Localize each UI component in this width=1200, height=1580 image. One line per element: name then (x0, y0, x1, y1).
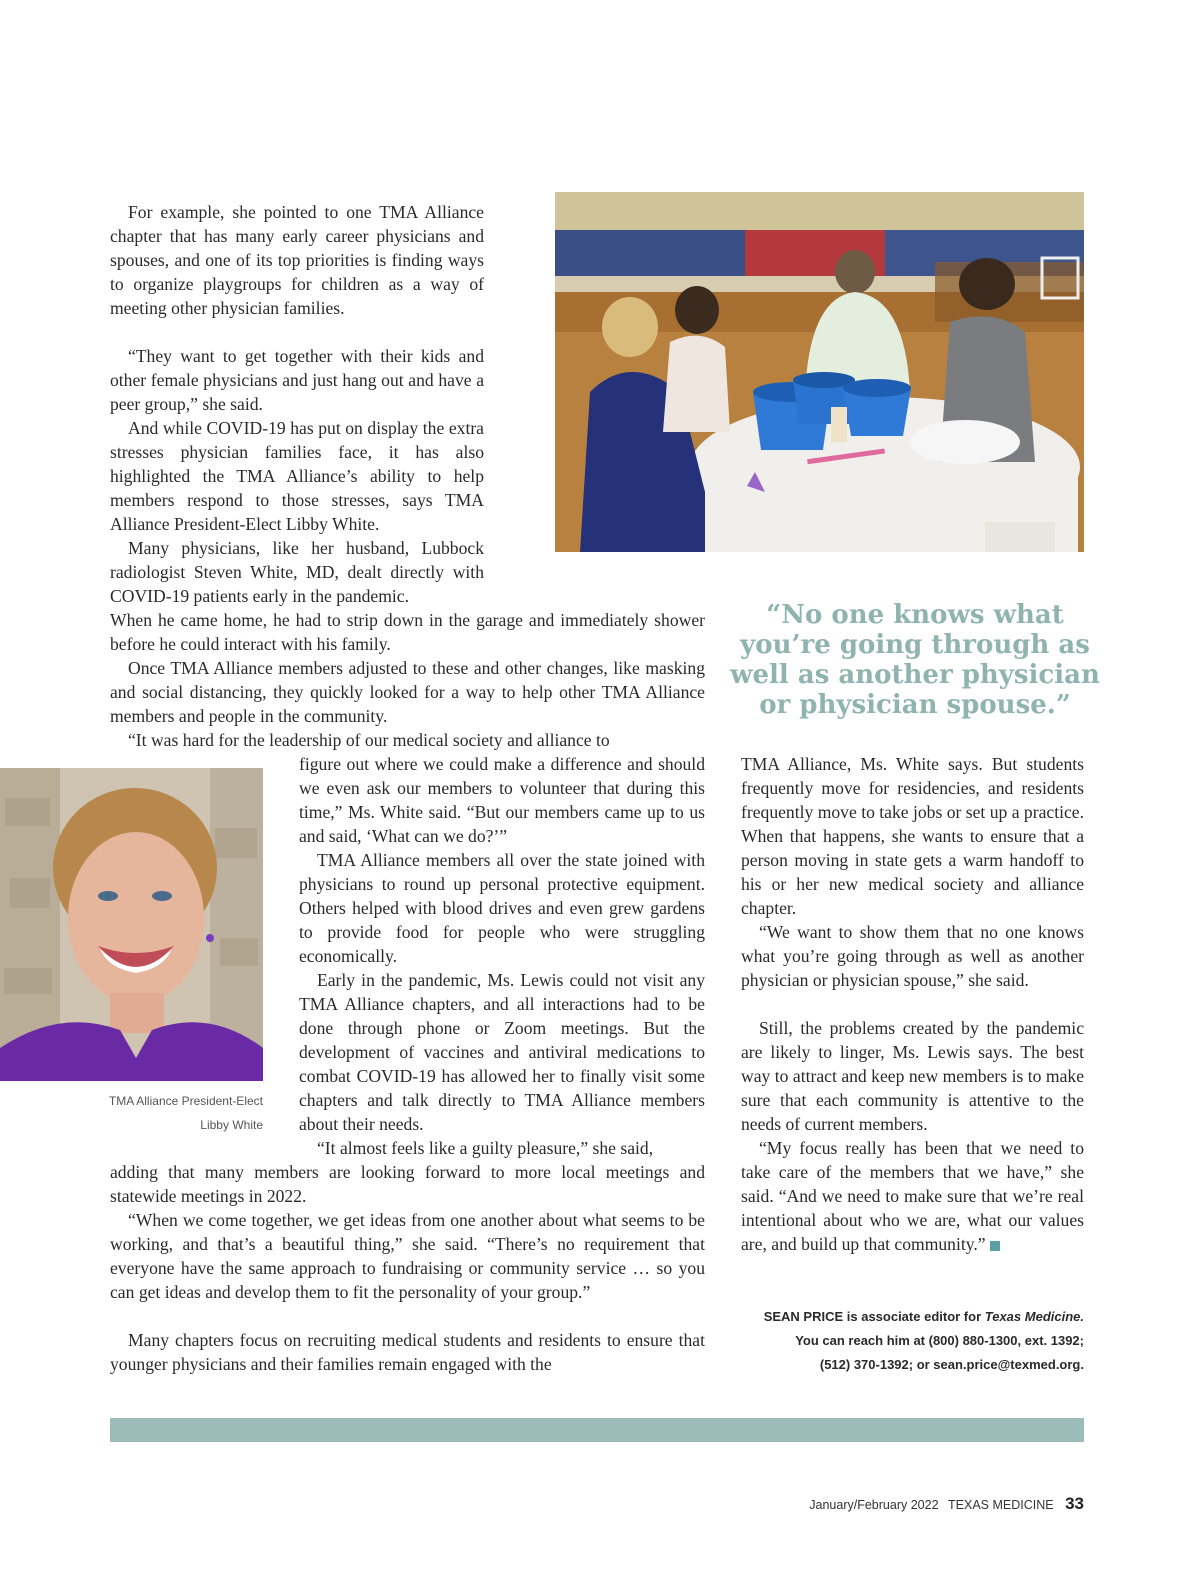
body-paragraph: “It was hard for the leadership of our medical society and alliance to (128, 730, 610, 750)
photo-caption (60, 1089, 263, 1137)
body-paragraph: TMA Alliance, Ms. White says. But students frequently move for residencies, and residents frequently move to take jobs or set up a practice. When that happens, she wants to ensure that a person moving in state gets a warm handoff to his or her new medical society and alliance chapter. (741, 754, 1084, 918)
body-paragraph: “It almost feels like a guilty pleasure,” she said, (317, 1138, 654, 1158)
author-credit (740, 1305, 1084, 1377)
body-paragraph: TMA Alliance members all over the state joined with physicians to round up personal protective equipment. Others helped with blood drives and even grew gardens to provide food for people who were struggling economically. (299, 850, 705, 966)
body-paragraph: Many chapters focus on recruiting medical students and residents to ensure that younger physicians and their families remain engaged with the (110, 1330, 705, 1374)
body-paragraph: “When we come together, we get ideas from one another about what seems to be working, and that’s a beautiful thing,” she said. “There’s no requirement that everyone have the same approach to fundraising or community service … so you can get ideas and develop them to fit the personality of your group.” (110, 1210, 705, 1302)
pull-quote: “No one knows what you’re going through as well as another physician or physician spouse.” (730, 600, 1100, 720)
body-paragraph: “They want to get together with their kids and other female physicians and just hang out and have a peer group,” she said. (110, 346, 484, 414)
credit-line: (512) 370-1392; or sean.price@texmed.org. (819, 1357, 1084, 1372)
caption-line: TMA Alliance President-Elect (108, 1094, 263, 1108)
page-footer (809, 1494, 1084, 1514)
body-paragraph: Still, the problems created by the pandemic are likely to linger, Ms. Lewis says. The best way to attract and keep new members is to make sure that each community is attentive to the needs of current members. (741, 1018, 1084, 1134)
end-mark-icon (990, 1241, 1000, 1251)
magazine-name: TEXAS MEDICINE (948, 1498, 1054, 1512)
libby-white-portrait (0, 768, 263, 1081)
issue-date: January/February 2022 (809, 1498, 939, 1512)
credit-line: SEAN PRICE is associate editor for Texas Medicine. (763, 1309, 1084, 1324)
body-paragraph: Once TMA Alliance members adjusted to these and other changes, like masking and social distancing, they quickly looked for a way to help other TMA Alliance members and people in the community. (110, 658, 705, 726)
page-number: 33 (1065, 1494, 1084, 1513)
portrait-illustration (0, 768, 263, 1081)
body-paragraph: adding that many members are looking forward to more local meetings and statewide meetings in 2022. (110, 1162, 705, 1206)
gym-volunteers-photo (555, 192, 1084, 552)
decorative-bar (110, 1418, 1084, 1442)
body-paragraph: When he came home, he had to strip down in the garage and immediately shower before he could interact with his family. (110, 610, 705, 654)
gym-photo-illustration (555, 192, 1084, 552)
body-paragraph: “We want to show them that no one knows what you’re going through as well as another physician or physician spouse,” she said. (741, 922, 1084, 990)
magazine-title: Texas Medicine. (984, 1309, 1084, 1324)
body-paragraph: And while COVID-19 has put on display the extra stresses physician families face, it has also highlighted the TMA Alliance’s ability to help members respond to those stresses, says TMA Alliance President-Elect Libby White. (110, 418, 484, 534)
caption-line: Libby White (200, 1118, 263, 1132)
body-paragraph: Early in the pandemic, Ms. Lewis could not visit any TMA Alliance chapters, and all interactions had to be done through phone or Zoom meetings. But the development of vaccines and antiviral medications to combat COVID-19 has allowed her to finally visit some chapters and talk directly to TMA Alliance members about their needs. (299, 970, 705, 1134)
credit-line: You can reach him at (800) 880-1300, ext. 1392; (795, 1333, 1084, 1348)
body-paragraph: For example, she pointed to one TMA Alliance chapter that has many early career physicians and spouses, and one of its top priorities is finding ways to organize playgroups for children as a way of meeting other physician families. (110, 202, 484, 318)
body-paragraph: Many physicians, like her husband, Lubbock radiologist Steven White, MD, dealt directly with COVID-19 patients early in the pandemic. (110, 538, 484, 606)
body-paragraph: “My focus really has been that we need to take care of the members that we have,” she said. “And we need to make sure that we’re real intentional about who we are, what our values are, and build up that community.” (741, 1138, 1084, 1254)
body-paragraph: figure out where we could make a difference and should we even ask our members to volunteer that during this time,” Ms. White said. “But our members came up to us and said, ‘What can we do?’” (299, 754, 705, 846)
